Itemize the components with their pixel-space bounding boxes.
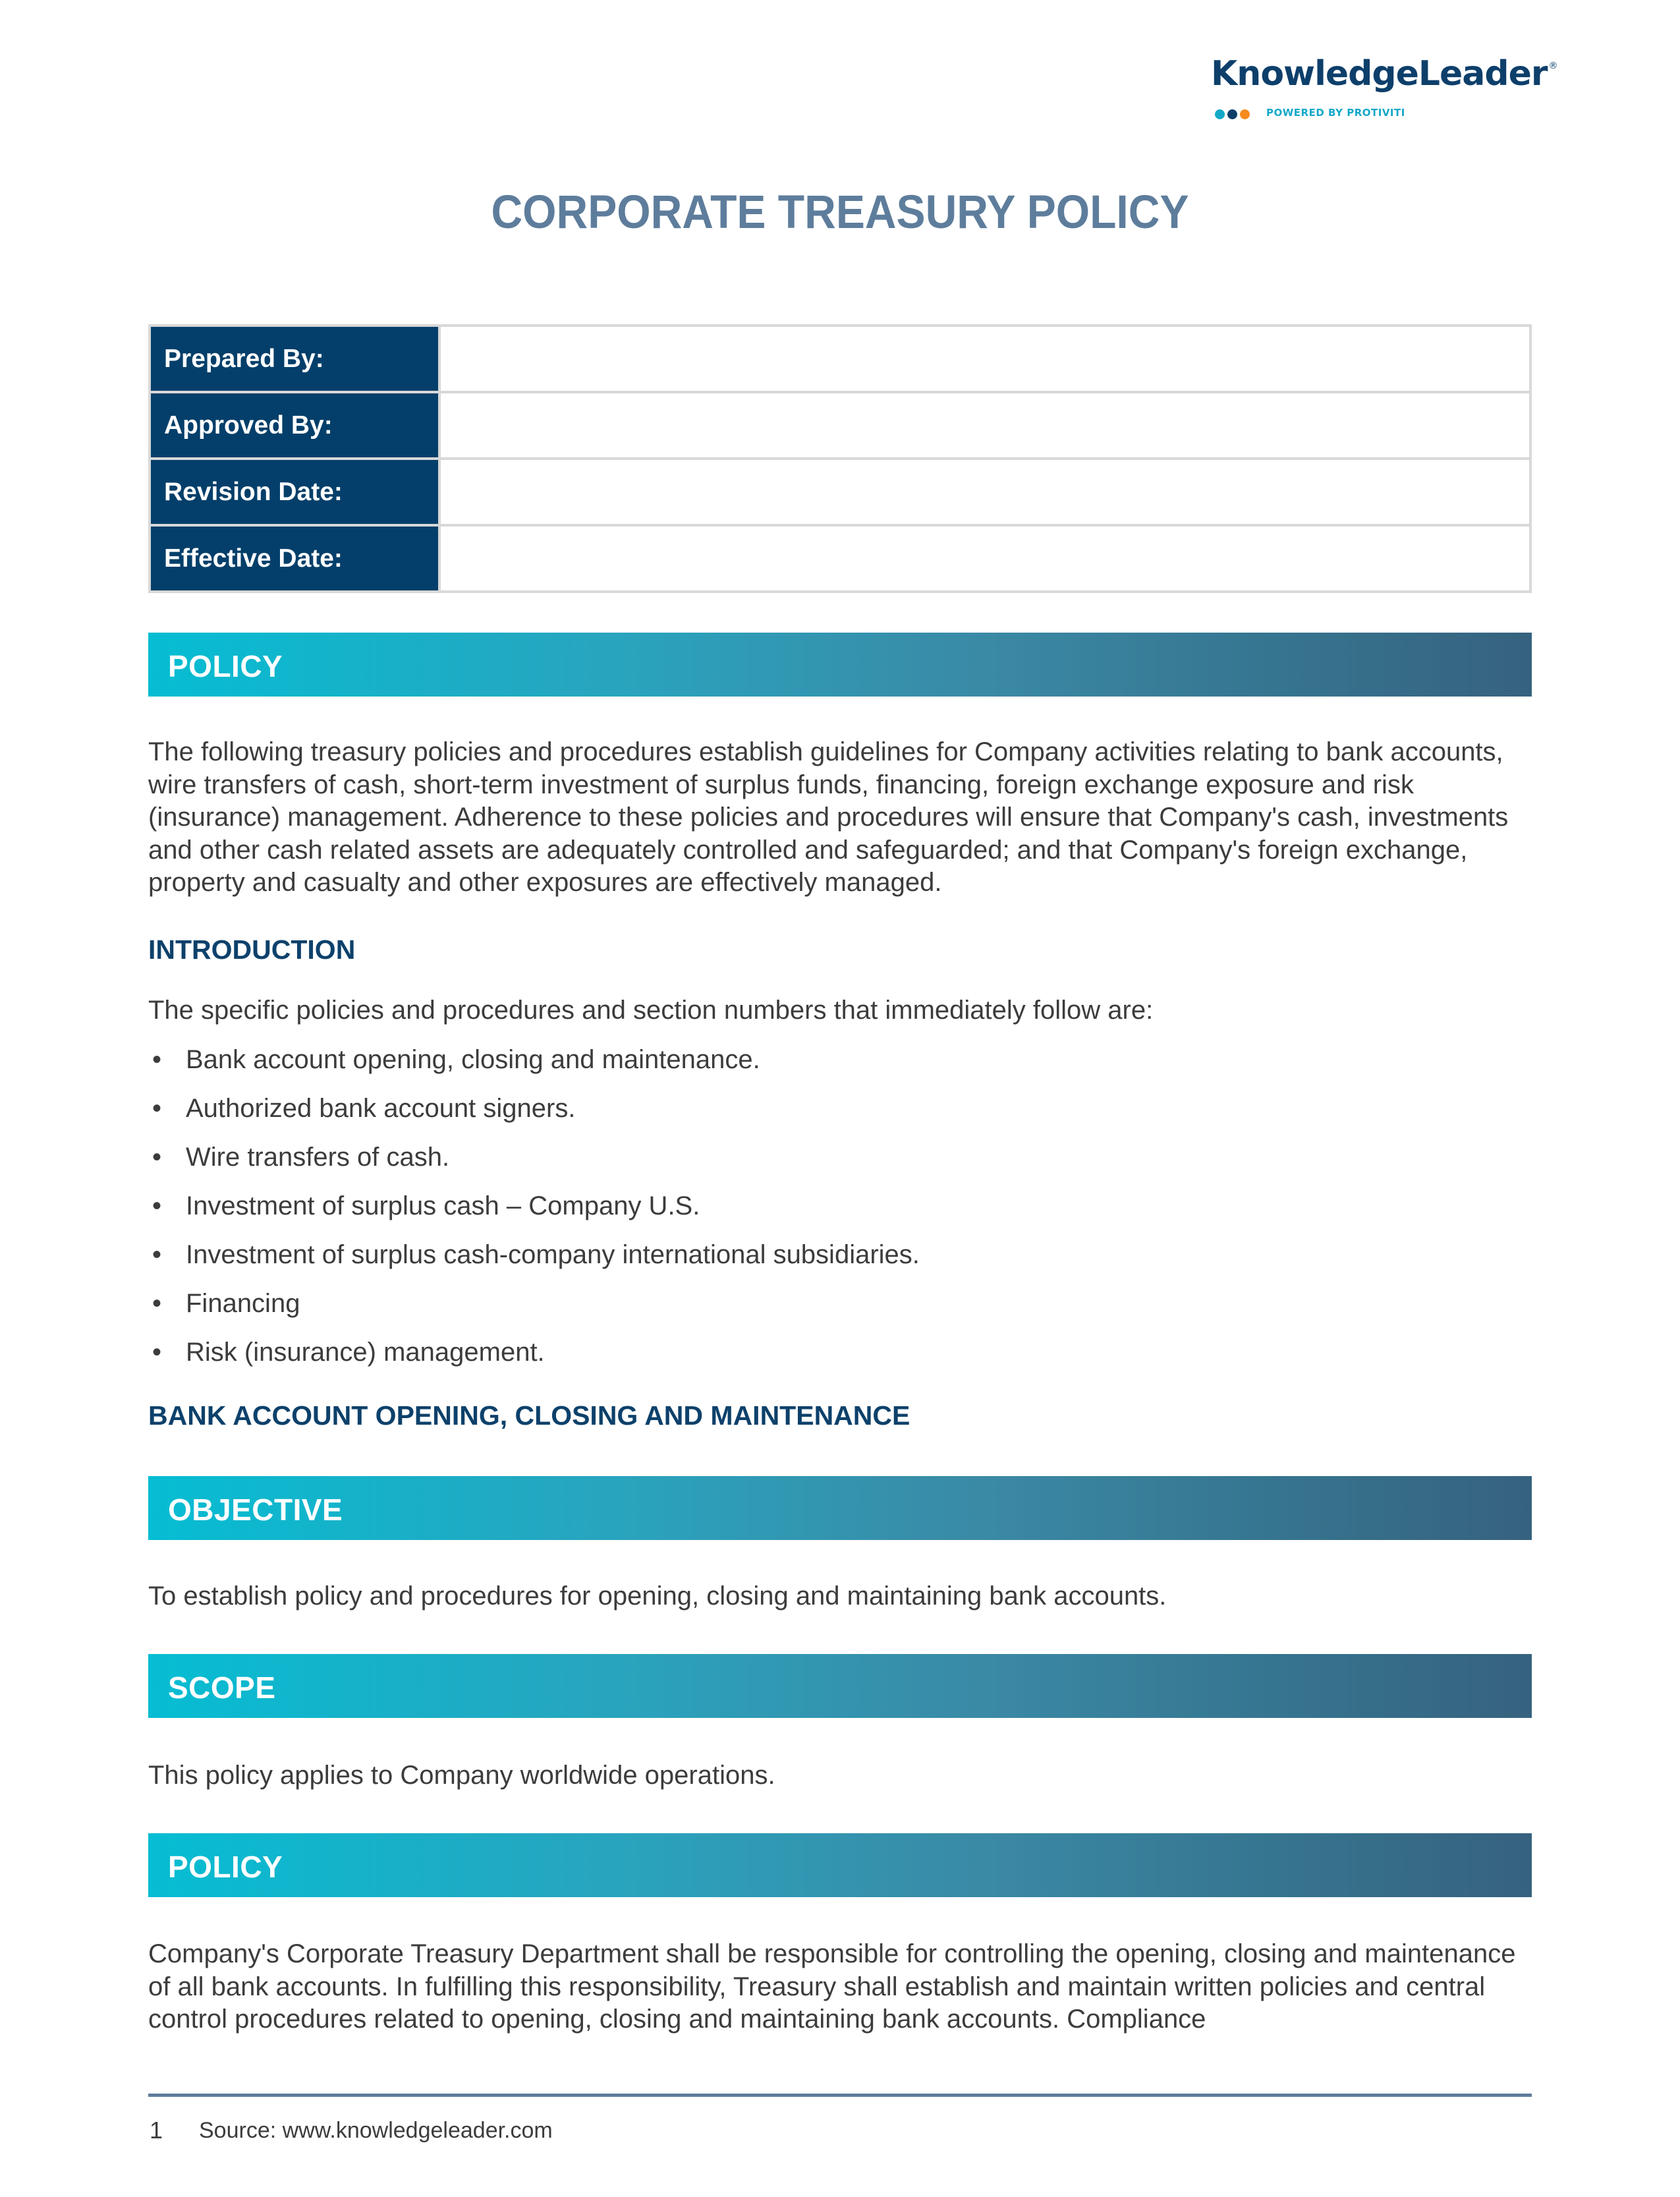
effective-date-field[interactable] <box>439 525 1530 592</box>
scope-banner-label: SCOPE <box>168 1670 276 1705</box>
list-item <box>148 1236 920 1285</box>
navy-dot-icon <box>1227 109 1237 119</box>
bullet-text: Financing <box>186 1289 300 1318</box>
bullet-icon: • <box>152 1240 162 1269</box>
list-item <box>148 1334 920 1383</box>
bullet-text: Authorized bank account signers. <box>186 1094 576 1123</box>
scope-paragraph: This policy applies to Company worldwide operations. <box>148 1761 775 1790</box>
policy-banner-label: POLICY <box>168 649 283 683</box>
list-item <box>148 1139 920 1187</box>
bullet-text: Bank account opening, closing and maintenance. <box>186 1045 760 1074</box>
list-item <box>148 1090 920 1139</box>
bullet-icon: • <box>152 1045 162 1074</box>
approved-by-label: Approved By: <box>150 392 439 459</box>
document-title: CORPORATE TREASURY POLICY <box>491 186 1189 239</box>
footer-divider <box>148 2094 1532 2097</box>
bullet-text: Investment of surplus cash-company international subsidiaries. <box>186 1240 920 1269</box>
registered-mark: ® <box>1548 61 1557 71</box>
objective-paragraph: To establish policy and procedures for opening, closing and maintaining bank accounts. <box>148 1582 1167 1611</box>
bullet-text: Wire transfers of cash. <box>186 1143 450 1172</box>
revision-date-field[interactable] <box>439 459 1530 525</box>
revision-date-label: Revision Date: <box>150 459 439 525</box>
objective-banner-label: OBJECTIVE <box>168 1493 343 1527</box>
bullet-icon: • <box>152 1143 162 1172</box>
list-item <box>148 1187 920 1236</box>
table-row <box>150 392 1530 459</box>
logo-wordmark <box>1211 54 1557 94</box>
scope-section-banner <box>148 1654 1532 1718</box>
document-info-table <box>148 324 1532 593</box>
introduction-paragraph: The specific policies and procedures and section numbers that immediately follow are: <box>148 996 1154 1025</box>
bullet-icon: • <box>152 1289 162 1318</box>
bullet-text: Risk (insurance) management. <box>186 1338 545 1367</box>
approved-by-field[interactable] <box>439 392 1530 459</box>
page-number: 1 <box>150 2117 163 2144</box>
knowledgeleader-logo <box>1211 54 1557 127</box>
bullet-icon: • <box>152 1338 162 1367</box>
prepared-by-field[interactable] <box>439 326 1530 392</box>
policy2-paragraph: Company's Corporate Treasury Department shall be responsible for controlling the opening, closing and maintenance of all bank accounts. In fulfilling this responsibility, Treasury shall establish and maintain written policies and central control procedures related to opening, closing and maintaining bank accounts. Compliance <box>148 1939 1516 2034</box>
table-row <box>150 326 1530 392</box>
introduction-heading: INTRODUCTION <box>148 934 356 965</box>
bullet-text: Investment of surplus cash – Company U.S. <box>186 1191 700 1220</box>
policy2-section-banner <box>148 1833 1532 1897</box>
bank-account-heading: BANK ACCOUNT OPENING, CLOSING AND MAINTENANCE <box>148 1400 910 1431</box>
introduction-bullet-list <box>148 1041 920 1383</box>
policy2-banner-label: POLICY <box>168 1850 283 1884</box>
policy-section-banner <box>148 633 1532 697</box>
table-row <box>150 459 1530 525</box>
logo-dots-icon <box>1215 109 1250 120</box>
objective-section-banner <box>148 1476 1532 1540</box>
logo-tagline: POWERED BY PROTIVITI <box>1266 107 1405 119</box>
policy-paragraph: The following treasury policies and procedures establish guidelines for Company activities relating to bank accounts, wire transfers of cash, short-term investment of surplus funds, financing, foreign exchange exposure and risk (insurance) management. Adherence to these policies and procedures will ensure that Company's cash, investments and other cash related assets are adequately controlled and safeguarded; and that Company's foreign exchange, property and casualty and other exposures are effectively managed. <box>148 737 1509 897</box>
bullet-icon: • <box>152 1094 162 1123</box>
orange-dot-icon <box>1240 109 1250 119</box>
list-item <box>148 1285 920 1334</box>
table-row <box>150 525 1530 592</box>
cyan-dot-icon <box>1215 109 1225 119</box>
logo-wordmark-text: KnowledgeLeader <box>1211 54 1548 94</box>
footer-source: Source: www.knowledgeleader.com <box>199 2118 553 2143</box>
list-item <box>148 1041 920 1090</box>
prepared-by-label: Prepared By: <box>150 326 439 392</box>
effective-date-label: Effective Date: <box>150 525 439 592</box>
bullet-icon: • <box>152 1191 162 1220</box>
